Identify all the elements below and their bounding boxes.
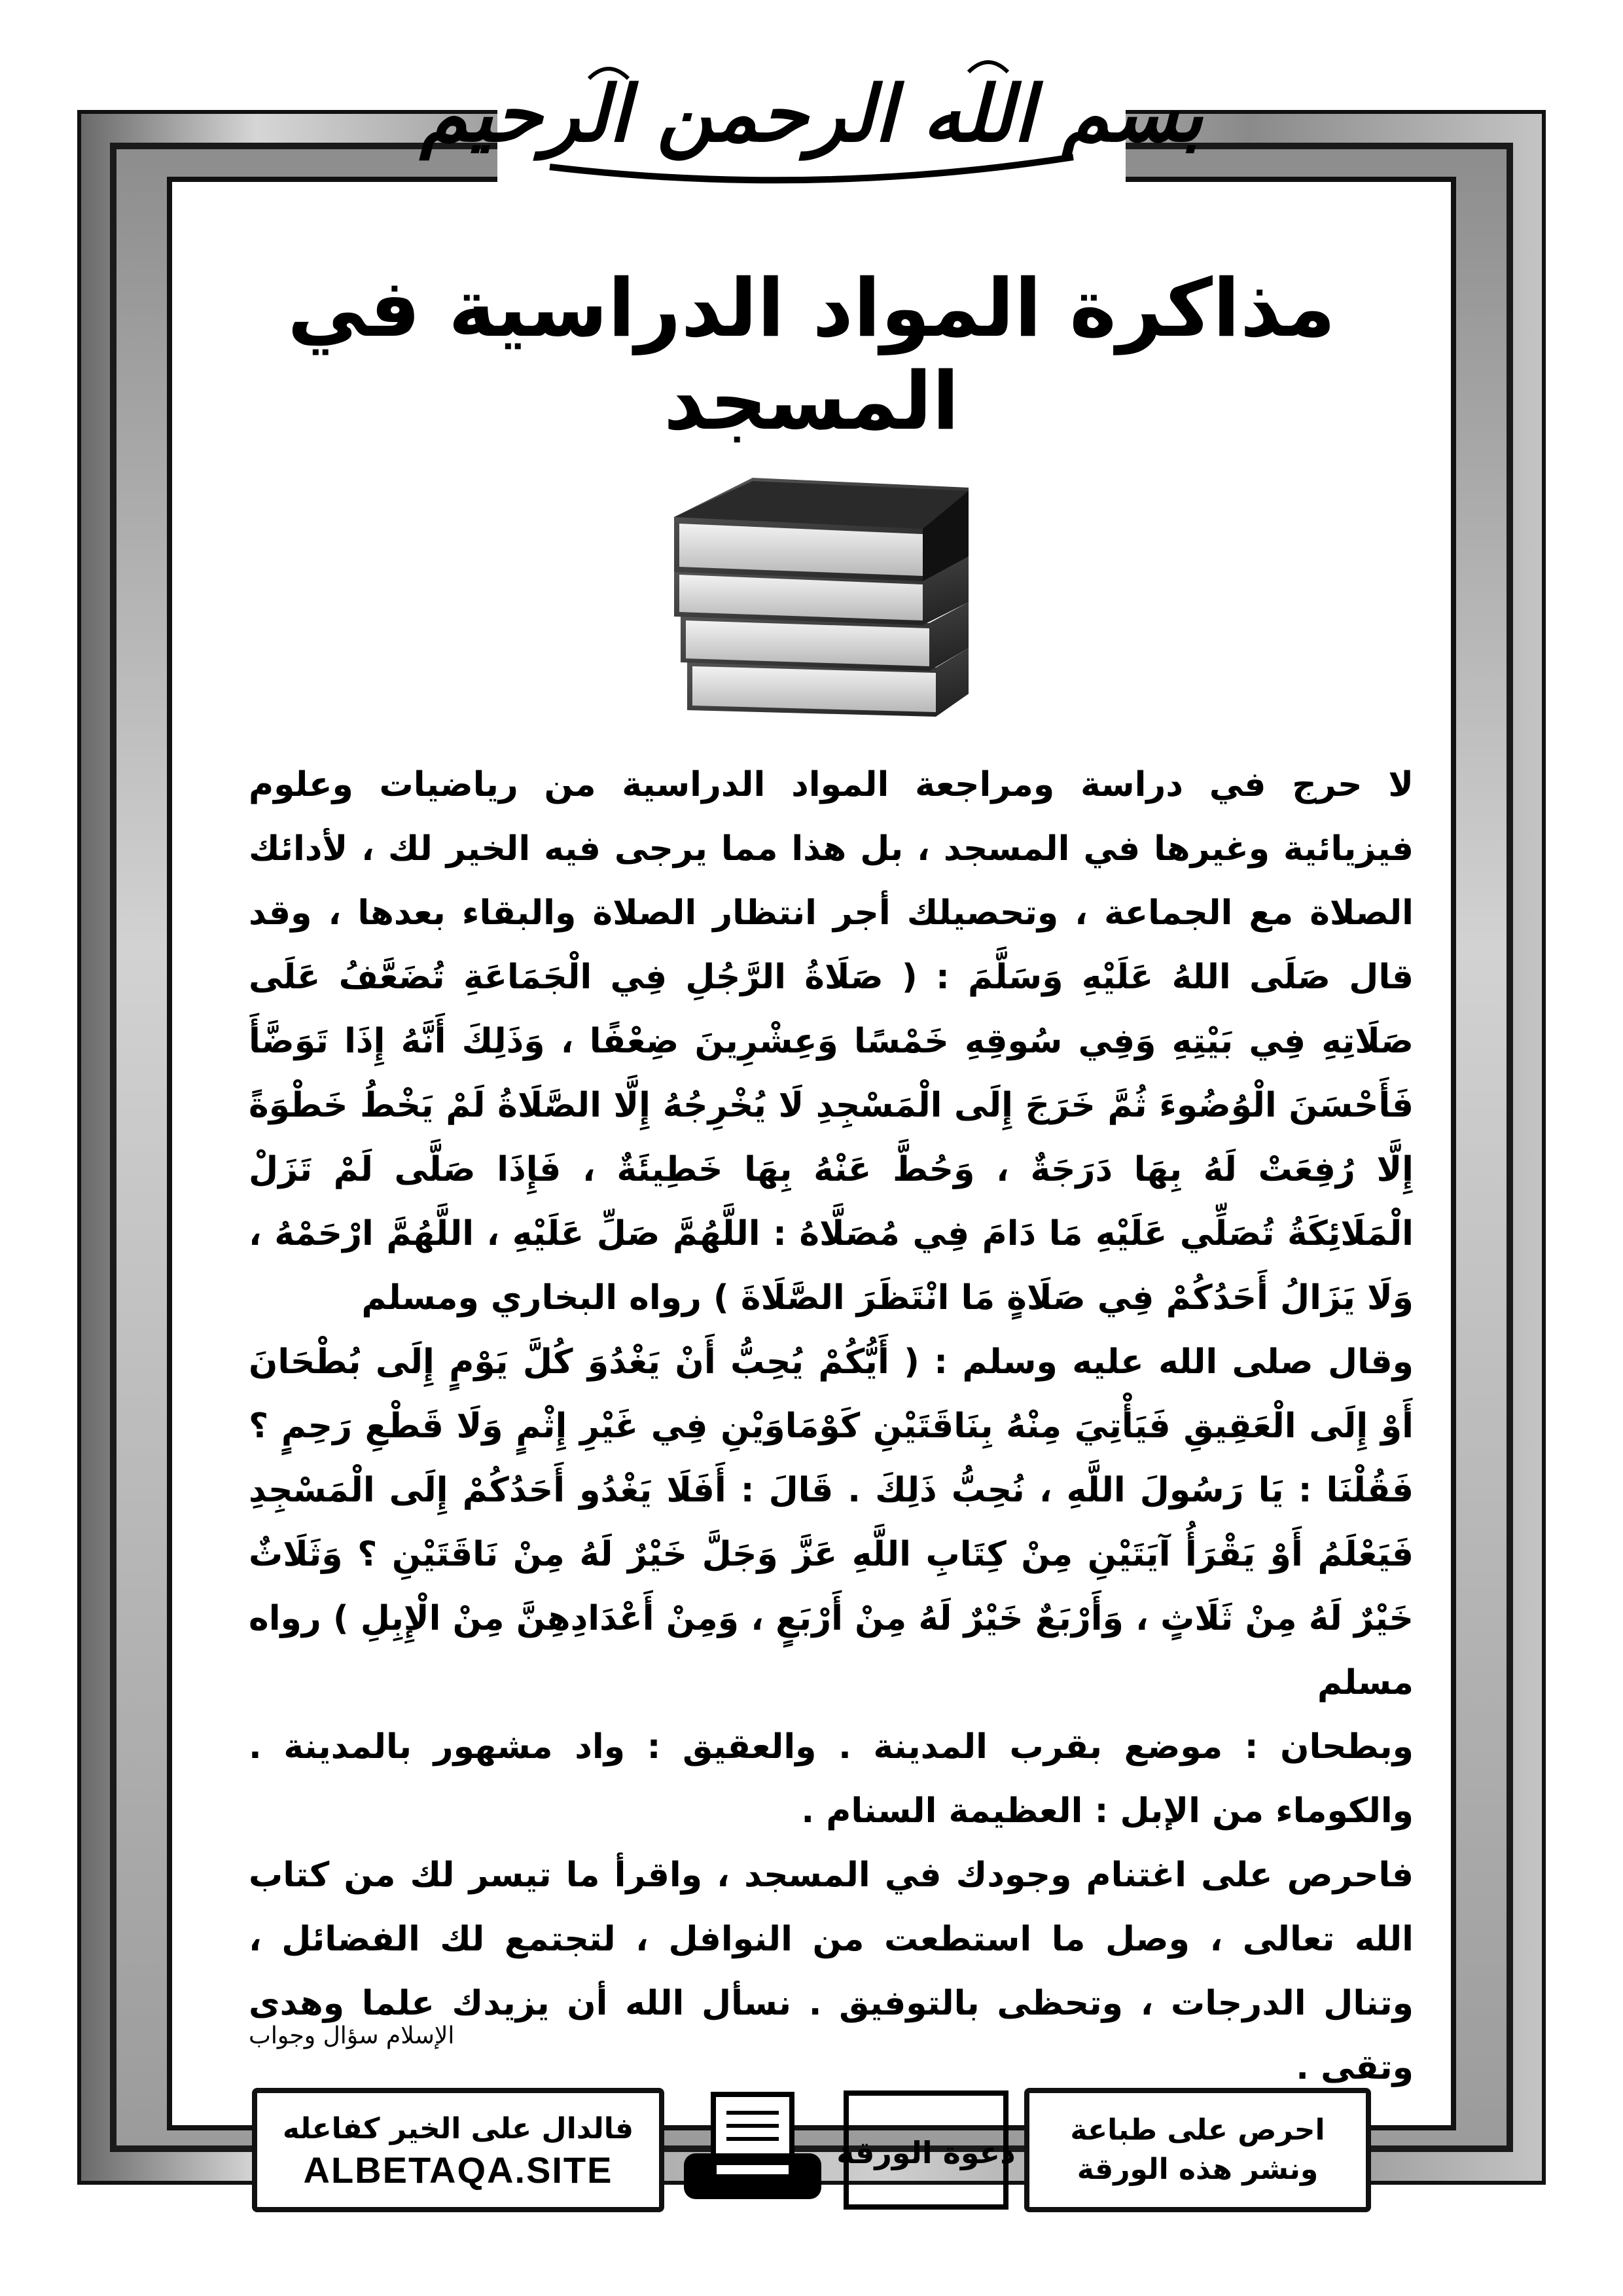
page-title: مذاكرة المواد الدراسية في المسجد (287, 262, 1336, 448)
books-stack-icon (661, 452, 988, 726)
paragraph-1: لا حرج في دراسة ومراجعة المواد الدراسية من رياضيات وعلوم فيزيائية وغيرها في المسجد ، بل هذا مما يرجى فيه الخير لك ، لأدائك الصلاة مع الجماعة ، وتحصيلك أجر انتظار الصلاة والبقاء بعدها ، وقد قال صَلَى اللهُ عَلَيْهِ وَسَلَّمَ : ( صَلَاةُ الرَّجُلِ فِي الْجَمَاعَةِ تُضَعَّفُ عَلَى صَلَاتِهِ فِي بَيْتِهِ وَفِي سُوقِهِ خَمْسًا وَعِشْرِينَ ضِعْفًا ، وَذَلِكَ أَنَّهُ إِذَا تَوَضَّأَ فَأَحْسَنَ الْوُضُوءَ ثُمَّ خَرَجَ إِلَى الْمَسْجِدِ لَا يُخْرِجُهُ إِلَّا الصَّلَاةُ لَمْ يَخْطُ خَطْوَةً إِلَّا رُفِعَتْ لَهُ بِهَا دَرَجَةٌ ، وَحُطَّ عَنْهُ بِهَا خَطِيئَةٌ ، فَإِذَا صَلَّى لَمْ تَزَلْ الْمَلَائِكَةُ تُصَلِّي عَلَيْهِ مَا دَامَ فِي مُصَلَّاهُ : اللَّهُمَّ صَلِّ عَلَيْهِ ، اللَّهُمَّ ارْحَمْهُ ، وَلَا يَزَالُ أَحَدُكُمْ فِي صَلَاةٍ مَا انْتَظَرَ الصَّلَاةَ ) رواه البخاري ومسلم (249, 765, 1414, 1318)
printer-icon (677, 2088, 828, 2212)
basmala-text: بسم الله الرحمن الرحيم (419, 68, 1204, 159)
proverb-text: فالدال على الخير كفاعله (282, 2111, 634, 2145)
basmala-calligraphy (419, 26, 1204, 203)
paragraph-3: وبطحان : موضع بقرب المدينة . والعقيق : واد مشهور بالمدينة . والكوماء من الإبل : العظيمة السنام . (249, 1727, 1414, 1831)
paragraph-2: وقال صلى الله عليه وسلم : ( أَيُّكُمْ يُحِبُّ أَنْ يَغْدُوَ كُلَّ يَوْمٍ إِلَى بُطْحَانَ أَوْ إِلَى الْعَقِيقِ فَيَأْتِيَ مِنْهُ بِنَاقَتَيْنِ كَوْمَاوَيْنِ فِي غَيْرِ إِثْمٍ وَلَا قَطْعِ رَحِمٍ ؟ فَقُلْنَا : يَا رَسُولَ اللَّهِ ، نُحِبُّ ذَلِكَ . قَالَ : أَفَلَا يَغْدُو أَحَدُكُمْ إِلَى الْمَسْجِدِ فَيَعْلَمُ أَوْ يَقْرَأُ آيَتَيْنِ مِنْ كِتَابِ اللَّهِ عَزَّ وَجَلَّ خَيْرٌ لَهُ مِنْ نَاقَتَيْنِ ؟ وَثَلَاثٌ خَيْرٌ لَهُ مِنْ ثَلَاثٍ ، وَأَرْبَعٌ خَيْرٌ لَهُ مِنْ أَرْبَعٍ ، وَمِنْ أَعْدَادِهِنَّ مِنْ الْإِبِلِ ) رواه مسلم (249, 1342, 1414, 1702)
dawa-logo-icon (836, 2088, 1016, 2212)
logo-text: دعوة الورقة (836, 2135, 1016, 2170)
paragraph-4: فاحرص على اغتنام وجودك في المسجد ، واقرأ ما تيسر لك من كتاب الله تعالى ، وصل ما استطعت من النوافل ، لتجتمع لك الفضائل ، وتنال الدرجات ، وتحظى بالتوفيق . نسأل الله أن يزيدك علما وهدى وتقى . (249, 1856, 1414, 2087)
footer (252, 2088, 1371, 2212)
print-notice-line-1: احرص على طباعة (1070, 2113, 1325, 2147)
source-credit: الإسلام سؤال وجواب (249, 2022, 455, 2049)
print-notice-line-2: ونشر هذه الورقة (1077, 2153, 1319, 2186)
print-notice-box (1024, 2088, 1371, 2212)
site-box (252, 2088, 664, 2212)
site-link[interactable]: ALBETAQA.SITE (303, 2149, 613, 2191)
